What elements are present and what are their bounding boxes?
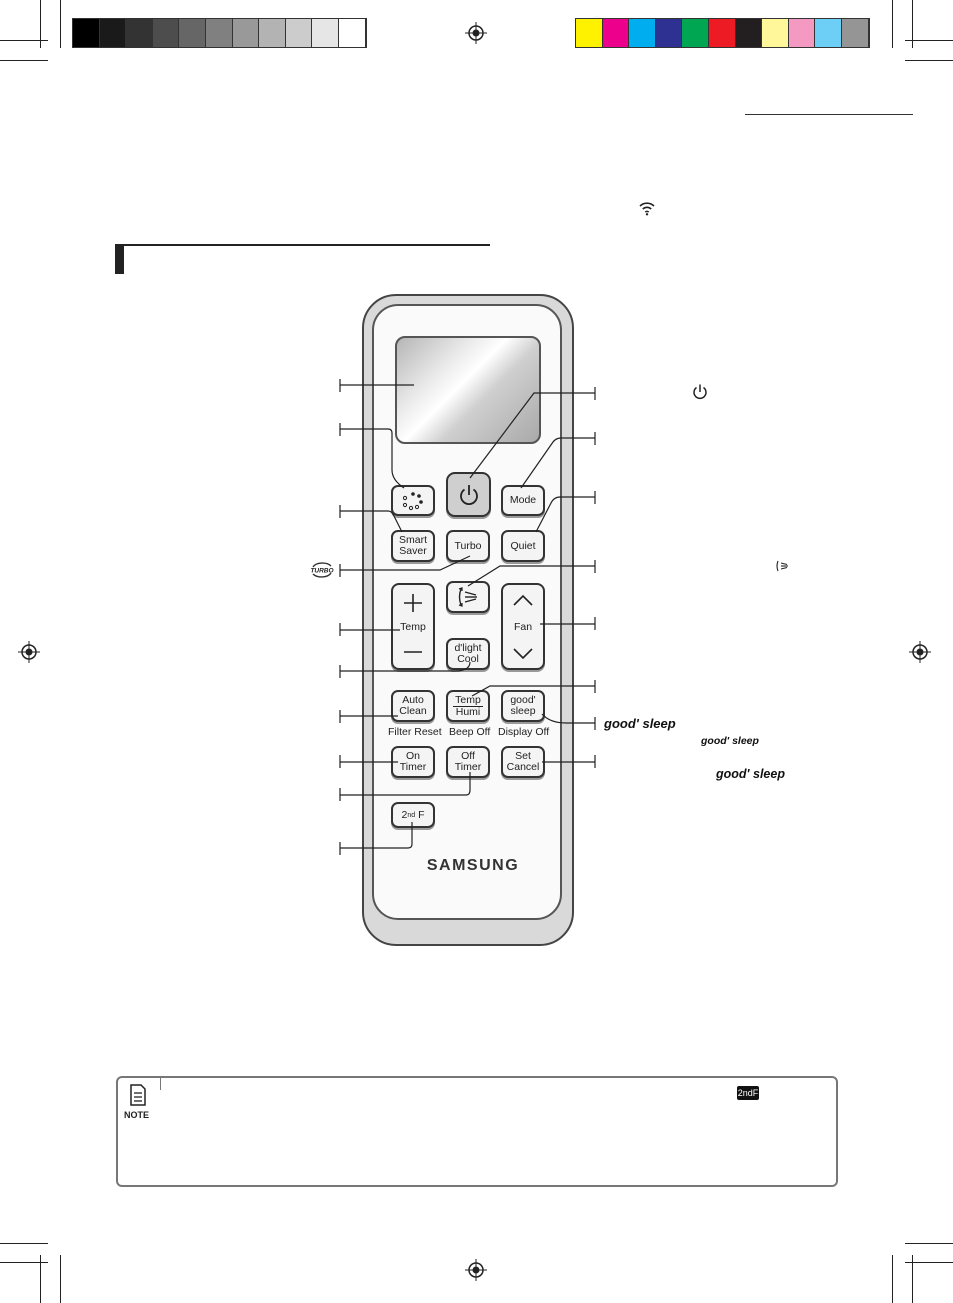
display-off-label: Display Off: [498, 726, 550, 738]
good-sleep-callout: good' sleep: [604, 716, 676, 731]
second-f-base: 2: [401, 808, 408, 821]
good-sleep-button-label: good' sleep: [510, 694, 536, 717]
note-document-icon: [129, 1084, 147, 1106]
swing-icon: [775, 559, 789, 573]
power-icon: [691, 383, 709, 401]
samsung-logo: SAMSUNG: [426, 857, 520, 874]
dlight-cool-label: d'light Cool: [454, 642, 482, 665]
filter-reset-label: Filter Reset: [388, 726, 442, 738]
beep-off-label: Beep Off: [449, 726, 491, 738]
note-label: NOTE: [124, 1110, 150, 1120]
good-sleep-callout: good' sleep: [716, 767, 785, 781]
temp-rocker-label: Temp: [400, 621, 426, 633]
second-f-superscript: nd: [407, 811, 416, 819]
second-f-letter: F: [418, 808, 425, 821]
second-function-badge: 2ndF: [737, 1088, 759, 1098]
turbo-button-label: Turbo: [454, 539, 482, 552]
temp-humi-top-label: Temp: [455, 693, 481, 706]
set-cancel-label: Set Cancel: [506, 750, 540, 773]
off-timer-label: Off Timer: [454, 750, 482, 773]
quiet-button-label: Quiet: [510, 539, 536, 552]
temp-humi-bottom-label: Humi: [455, 705, 481, 718]
smart-saver-label: Smart Saver: [398, 534, 427, 557]
mode-button-label: Mode: [509, 494, 537, 506]
auto-clean-label: Auto Clean: [399, 694, 427, 717]
turbo-logo-icon: [309, 561, 335, 579]
fan-rocker-label: Fan: [513, 621, 533, 633]
turbo-logo-text: TURBO: [310, 567, 334, 575]
on-timer-label: On Timer: [399, 750, 427, 773]
note-box: [116, 1076, 838, 1187]
note-separator: [160, 1076, 161, 1090]
good-sleep-callout: good' sleep: [701, 735, 759, 747]
